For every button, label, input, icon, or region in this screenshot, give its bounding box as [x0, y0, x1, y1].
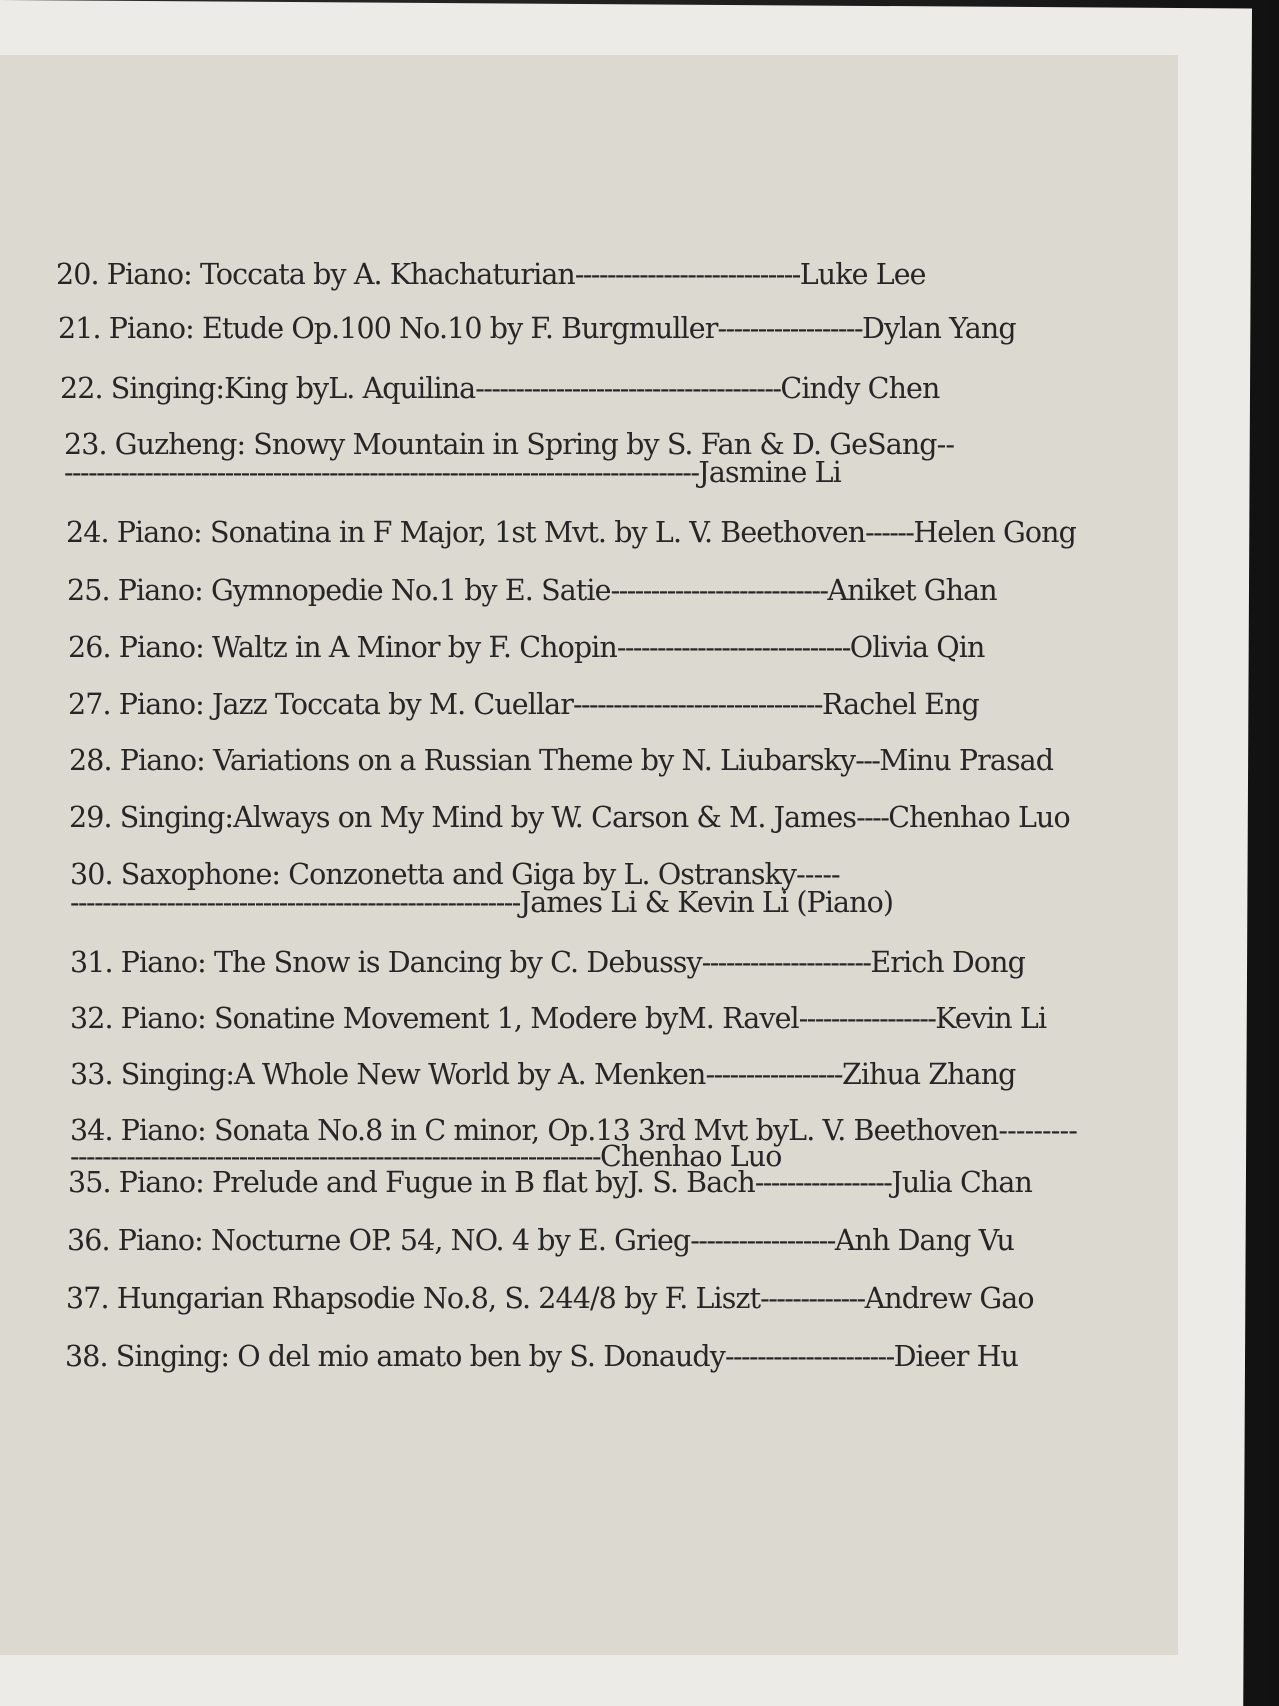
leader-dashes: -------------------------------------------------------------------------------: [64, 456, 699, 489]
leader-dashes: --------------------------------------------------------: [70, 886, 520, 919]
program-entry: [69, 801, 1070, 835]
performer-name: Andrew Gao: [864, 1282, 1034, 1315]
piece-title: 32. Piano: Sonatine Movement 1, Modere byM. Ravel: [70, 1002, 799, 1035]
performer-name: Dieer Hu: [893, 1340, 1018, 1373]
program-entry: [64, 428, 954, 490]
piece-title: 36. Piano: Nocturne OP. 54, NO. 4 by E. Grieg: [67, 1224, 691, 1257]
program-entry: [66, 516, 1076, 550]
piece-title: 29. Singing:Always on My Mind by W. Carson & M. James: [69, 801, 857, 834]
performer-name: Dylan Yang: [862, 312, 1016, 345]
program-entry: [70, 1058, 1016, 1092]
leader-dashes: ------------------: [690, 1224, 835, 1257]
piece-title: 35. Piano: Prelude and Fugue in B flat byJ. S. Bach: [68, 1166, 755, 1199]
performer-name: Cindy Chen: [780, 372, 940, 405]
leader-dashes: ------: [865, 516, 914, 549]
performer-name: Helen Gong: [913, 516, 1076, 549]
program-entry: [68, 1166, 1032, 1200]
leader-dashes: -----------------: [754, 1166, 892, 1199]
leader-dashes: -----------------: [705, 1058, 842, 1091]
performer-name: James Li & Kevin Li (Piano): [519, 886, 894, 919]
performer-name: Jasmine Li: [698, 456, 841, 489]
leader-dashes: -----------------: [798, 1002, 936, 1035]
print-area: [0, 55, 1178, 1655]
leader-dashes: ----: [856, 801, 889, 834]
performer-name: Minu Prasad: [879, 744, 1054, 777]
piece-title: 21. Piano: Etude Op.100 No.10 by F. Burgmuller: [58, 312, 718, 345]
leader-dashes: ---------------------------: [610, 574, 828, 607]
program-entry: [68, 688, 979, 722]
leader-dashes: -------------: [760, 1282, 865, 1315]
program-entry: [70, 946, 1025, 980]
piece-title: 28. Piano: Variations on a Russian Theme by N. Liubarsky: [69, 744, 856, 777]
piece-title: 34. Piano: Sonata No.8 in C minor, Op.13 3rd Mvt byL. V. Beethoven---------: [70, 1114, 1077, 1147]
program-entry: [65, 1340, 1018, 1374]
performer-name: Erich Dong: [870, 946, 1025, 979]
piece-title: 27. Piano: Jazz Toccata by M. Cuellar: [68, 688, 573, 721]
leader-dashes: ------------------: [717, 312, 862, 345]
program-entry: [66, 1282, 1034, 1316]
performer-name: Chenhao Luo: [888, 801, 1070, 834]
program-entry: [68, 631, 984, 665]
piece-title: 25. Piano: Gymnopedie No.1 by E. Satie: [67, 574, 611, 607]
piece-title: 24. Piano: Sonatina in F Major, 1st Mvt. by L. V. Beethoven: [66, 516, 866, 549]
leader-dashes: ---------------------: [701, 946, 871, 979]
program-entry: [58, 312, 1016, 346]
leader-dashes: --------------------------------------: [475, 372, 781, 405]
piece-title: 31. Piano: The Snow is Dancing by C. Debussy: [70, 946, 702, 979]
piece-title: 38. Singing: O del mio amato ben by S. Donaudy: [65, 1340, 725, 1373]
program-entry: [70, 1002, 1046, 1036]
performer-name: Olivia Qin: [849, 631, 985, 664]
leader-dashes: ----------------------------: [574, 258, 800, 291]
piece-title: 26. Piano: Waltz in A Minor by F. Chopin: [68, 631, 617, 664]
leader-dashes: ---------------------: [724, 1340, 894, 1373]
program-entry: [56, 258, 926, 292]
performer-name: Zihua Zhang: [841, 1058, 1016, 1091]
program-entry: [69, 744, 1053, 778]
piece-title: 33. Singing:A Whole New World by A. Menken: [70, 1058, 706, 1091]
leader-dashes: -------------------------------: [573, 688, 822, 721]
leader-dashes: ------------------------------------------------------------------: [70, 1140, 600, 1173]
performer-name: Julia Chan: [891, 1166, 1032, 1199]
piece-title: 22. Singing:King byL. Aquilina: [60, 372, 476, 405]
program-entry: [67, 574, 997, 608]
program-entry: [70, 1114, 1077, 1174]
program-entry: [60, 372, 939, 406]
performer-name: Chenhao Luo: [599, 1140, 782, 1173]
program-entry: [67, 1224, 1014, 1258]
leader-dashes: ---: [855, 744, 880, 777]
performer-name: Anh Dang Vu: [834, 1224, 1014, 1257]
piece-title: 20. Piano: Toccata by A. Khachaturian: [56, 258, 575, 291]
piece-title: 23. Guzheng: Snowy Mountain in Spring by S. Fan & D. GeSang--: [64, 428, 955, 461]
piece-title: 37. Hungarian Rhapsodie No.8, S. 244/8 by F. Liszt: [66, 1282, 761, 1315]
program-entry: [70, 858, 893, 920]
performer-name: Kevin Li: [935, 1002, 1047, 1035]
performer-name: Aniket Ghan: [827, 574, 997, 607]
performer-name: Rachel Eng: [821, 688, 979, 721]
performer-name: Luke Lee: [799, 258, 926, 291]
leader-dashes: -----------------------------: [616, 631, 850, 664]
piece-title: 30. Saxophone: Conzonetta and Giga by L. Ostransky-----: [70, 858, 840, 891]
